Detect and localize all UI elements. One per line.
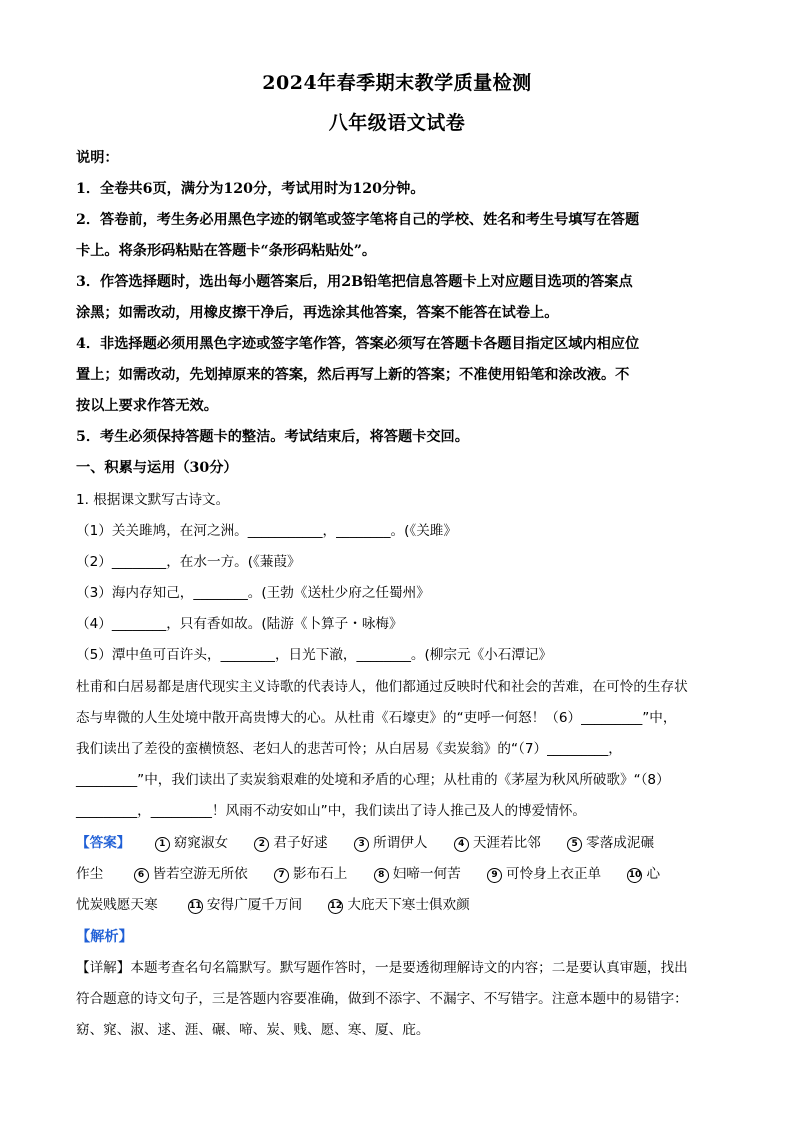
answer-label: 【答案】 xyxy=(76,835,131,851)
answer-item xyxy=(374,864,461,884)
answer-item xyxy=(487,864,601,884)
answer-item xyxy=(274,864,347,884)
answer-row xyxy=(76,864,726,884)
question-item: （2）________，在水一方。(《蒹葭》 xyxy=(76,554,301,570)
answer-text: 妇啼一何苦 xyxy=(392,866,461,882)
answer-text: 影布石上 xyxy=(293,866,348,882)
answer-number: 11 xyxy=(188,899,203,914)
answer-number: 12 xyxy=(328,899,343,914)
answer-text: 所谓伊人 xyxy=(373,835,428,851)
analysis-label: 【解析】 xyxy=(76,929,133,945)
answer-number: 6 xyxy=(134,868,149,883)
answer-number: 1 xyxy=(155,837,170,852)
answer-number: 2 xyxy=(254,837,269,852)
question-prompt: 1. 根据课文默写古诗文。 xyxy=(76,492,230,508)
section-heading: 一、积累与运用（30分） xyxy=(76,460,238,476)
answer-item xyxy=(454,833,541,853)
answer-item xyxy=(354,833,427,853)
answer-item xyxy=(155,833,228,853)
passage-line: 态与卑微的人生处境中散开高贵博大的心。从杜甫《石壕吏》的“吏呼一何怒！（6）_________”中， xyxy=(76,710,677,726)
instruction-line: 卡上。将条形码粘贴在答题卡“条形码粘贴处”。 xyxy=(76,243,377,259)
answer-text: 君子好逑 xyxy=(273,835,328,851)
answer-row xyxy=(76,895,726,915)
question-item: （1）关关雎鸠，在河之洲。___________，________。(《关雎》 xyxy=(76,523,457,539)
answer-item xyxy=(567,833,654,853)
instruction-line: 1．全卷共6页，满分为120分，考试用时为120分钟。 xyxy=(76,181,425,197)
answer-text: 可怜身上衣正单 xyxy=(506,866,602,882)
answer-text: 心 xyxy=(646,866,661,882)
answer-row xyxy=(76,833,726,853)
answer-number: 3 xyxy=(354,837,369,852)
instruction-line: 2．答卷前，考生务必用黑色字迹的钢笔或签字笔将自己的学校、姓名和考生号填写在答题 xyxy=(76,212,640,228)
answer-number: 4 xyxy=(454,837,469,852)
instructions-heading: 说明： xyxy=(76,150,119,166)
answer-continuation: 忧炭贱愿天寒 xyxy=(76,897,158,913)
analysis-line: 【详解】本题考查名句名篇默写。默写题作答时，一是要透彻理解诗文的内容；二是要认真审题，找出 xyxy=(76,960,688,976)
answer-number: 7 xyxy=(274,868,289,883)
answer-item xyxy=(627,864,660,884)
answer-number: 9 xyxy=(487,868,502,883)
question-item: （3）海内存知己，________。(王勃《送杜少府之任蜀州》 xyxy=(76,585,430,601)
answer-number: 5 xyxy=(567,837,582,852)
instruction-line: 按以上要求作答无效。 xyxy=(76,398,218,414)
question-item: （5）潭中鱼可百许头，________，日光下澈，________。(柳宗元《小石潭记》 xyxy=(76,647,553,663)
passage-line: 杜甫和白居易都是唐代现实主义诗歌的代表诗人，他们都通过反映时代和社会的苦难，在可怜的生存状 xyxy=(76,679,688,695)
passage-line: _________”中，我们读出了卖炭翁艰难的处境和矛盾的心理；从杜甫的《茅屋为秋风所破歌》“（8） xyxy=(76,772,670,788)
exam-title: 2024年春季期末教学质量检测 xyxy=(262,72,532,94)
answer-text: 大庇天下寒士俱欢颜 xyxy=(347,897,470,913)
answer-item xyxy=(328,895,469,915)
question-item: （4）________，只有香如故。(陆游《卜算子・咏梅》 xyxy=(76,616,403,632)
analysis-line: 窈、窕、淑、逑、涯、碾、啼、炭、贱、愿、寒、厦、庇。 xyxy=(76,1022,430,1038)
answer-text: 皆若空游无所依 xyxy=(152,866,248,882)
instruction-line: 3．作答选择题时，选出每小题答案后，用2B铅笔把信息答题卡上对应题目选项的答案点 xyxy=(76,274,633,290)
answer-item xyxy=(134,864,248,884)
answer-item xyxy=(188,895,302,915)
passage-line: 我们读出了差役的蛮横愤怒、老妇人的悲苦可怜；从白居易《卖炭翁》的“（7）_________， xyxy=(76,741,622,757)
answer-continuation: 作尘 xyxy=(76,866,104,882)
instruction-line: 5．考生必须保持答题卡的整洁。考试结束后，将答题卡交回。 xyxy=(76,429,469,445)
answer-item xyxy=(254,833,327,853)
instruction-line: 4．非选择题必须用黑色字迹或签字笔作答，答案必须写在答题卡各题目指定区域内相应位 xyxy=(76,336,640,352)
instruction-line: 置上；如需改动，先划掉原来的答案，然后再写上新的答案；不准使用铅笔和涂改液。不 xyxy=(76,367,630,383)
answer-number: 8 xyxy=(374,868,389,883)
answer-text: 天涯若比邻 xyxy=(472,835,541,851)
answer-text: 安得广厦千万间 xyxy=(206,897,303,913)
answer-text: 窈窕淑女 xyxy=(173,835,229,851)
instruction-line: 涂黑；如需改动，用橡皮擦干净后，再选涂其他答案，答案不能答在试卷上。 xyxy=(76,305,559,321)
answer-text: 零落成泥碾 xyxy=(586,835,655,851)
analysis-line: 符合题意的诗文句子，三是答题内容要准确，做到不添字、不漏字、不写错字。注意本题中的易错字： xyxy=(76,991,688,1007)
answer-number: 10 xyxy=(627,868,642,883)
passage-line: _________，_________！风雨不动安如山”中，我们读出了诗人推己及人的博爱情怀。 xyxy=(76,803,587,819)
exam-subtitle: 八年级语文试卷 xyxy=(328,112,466,134)
